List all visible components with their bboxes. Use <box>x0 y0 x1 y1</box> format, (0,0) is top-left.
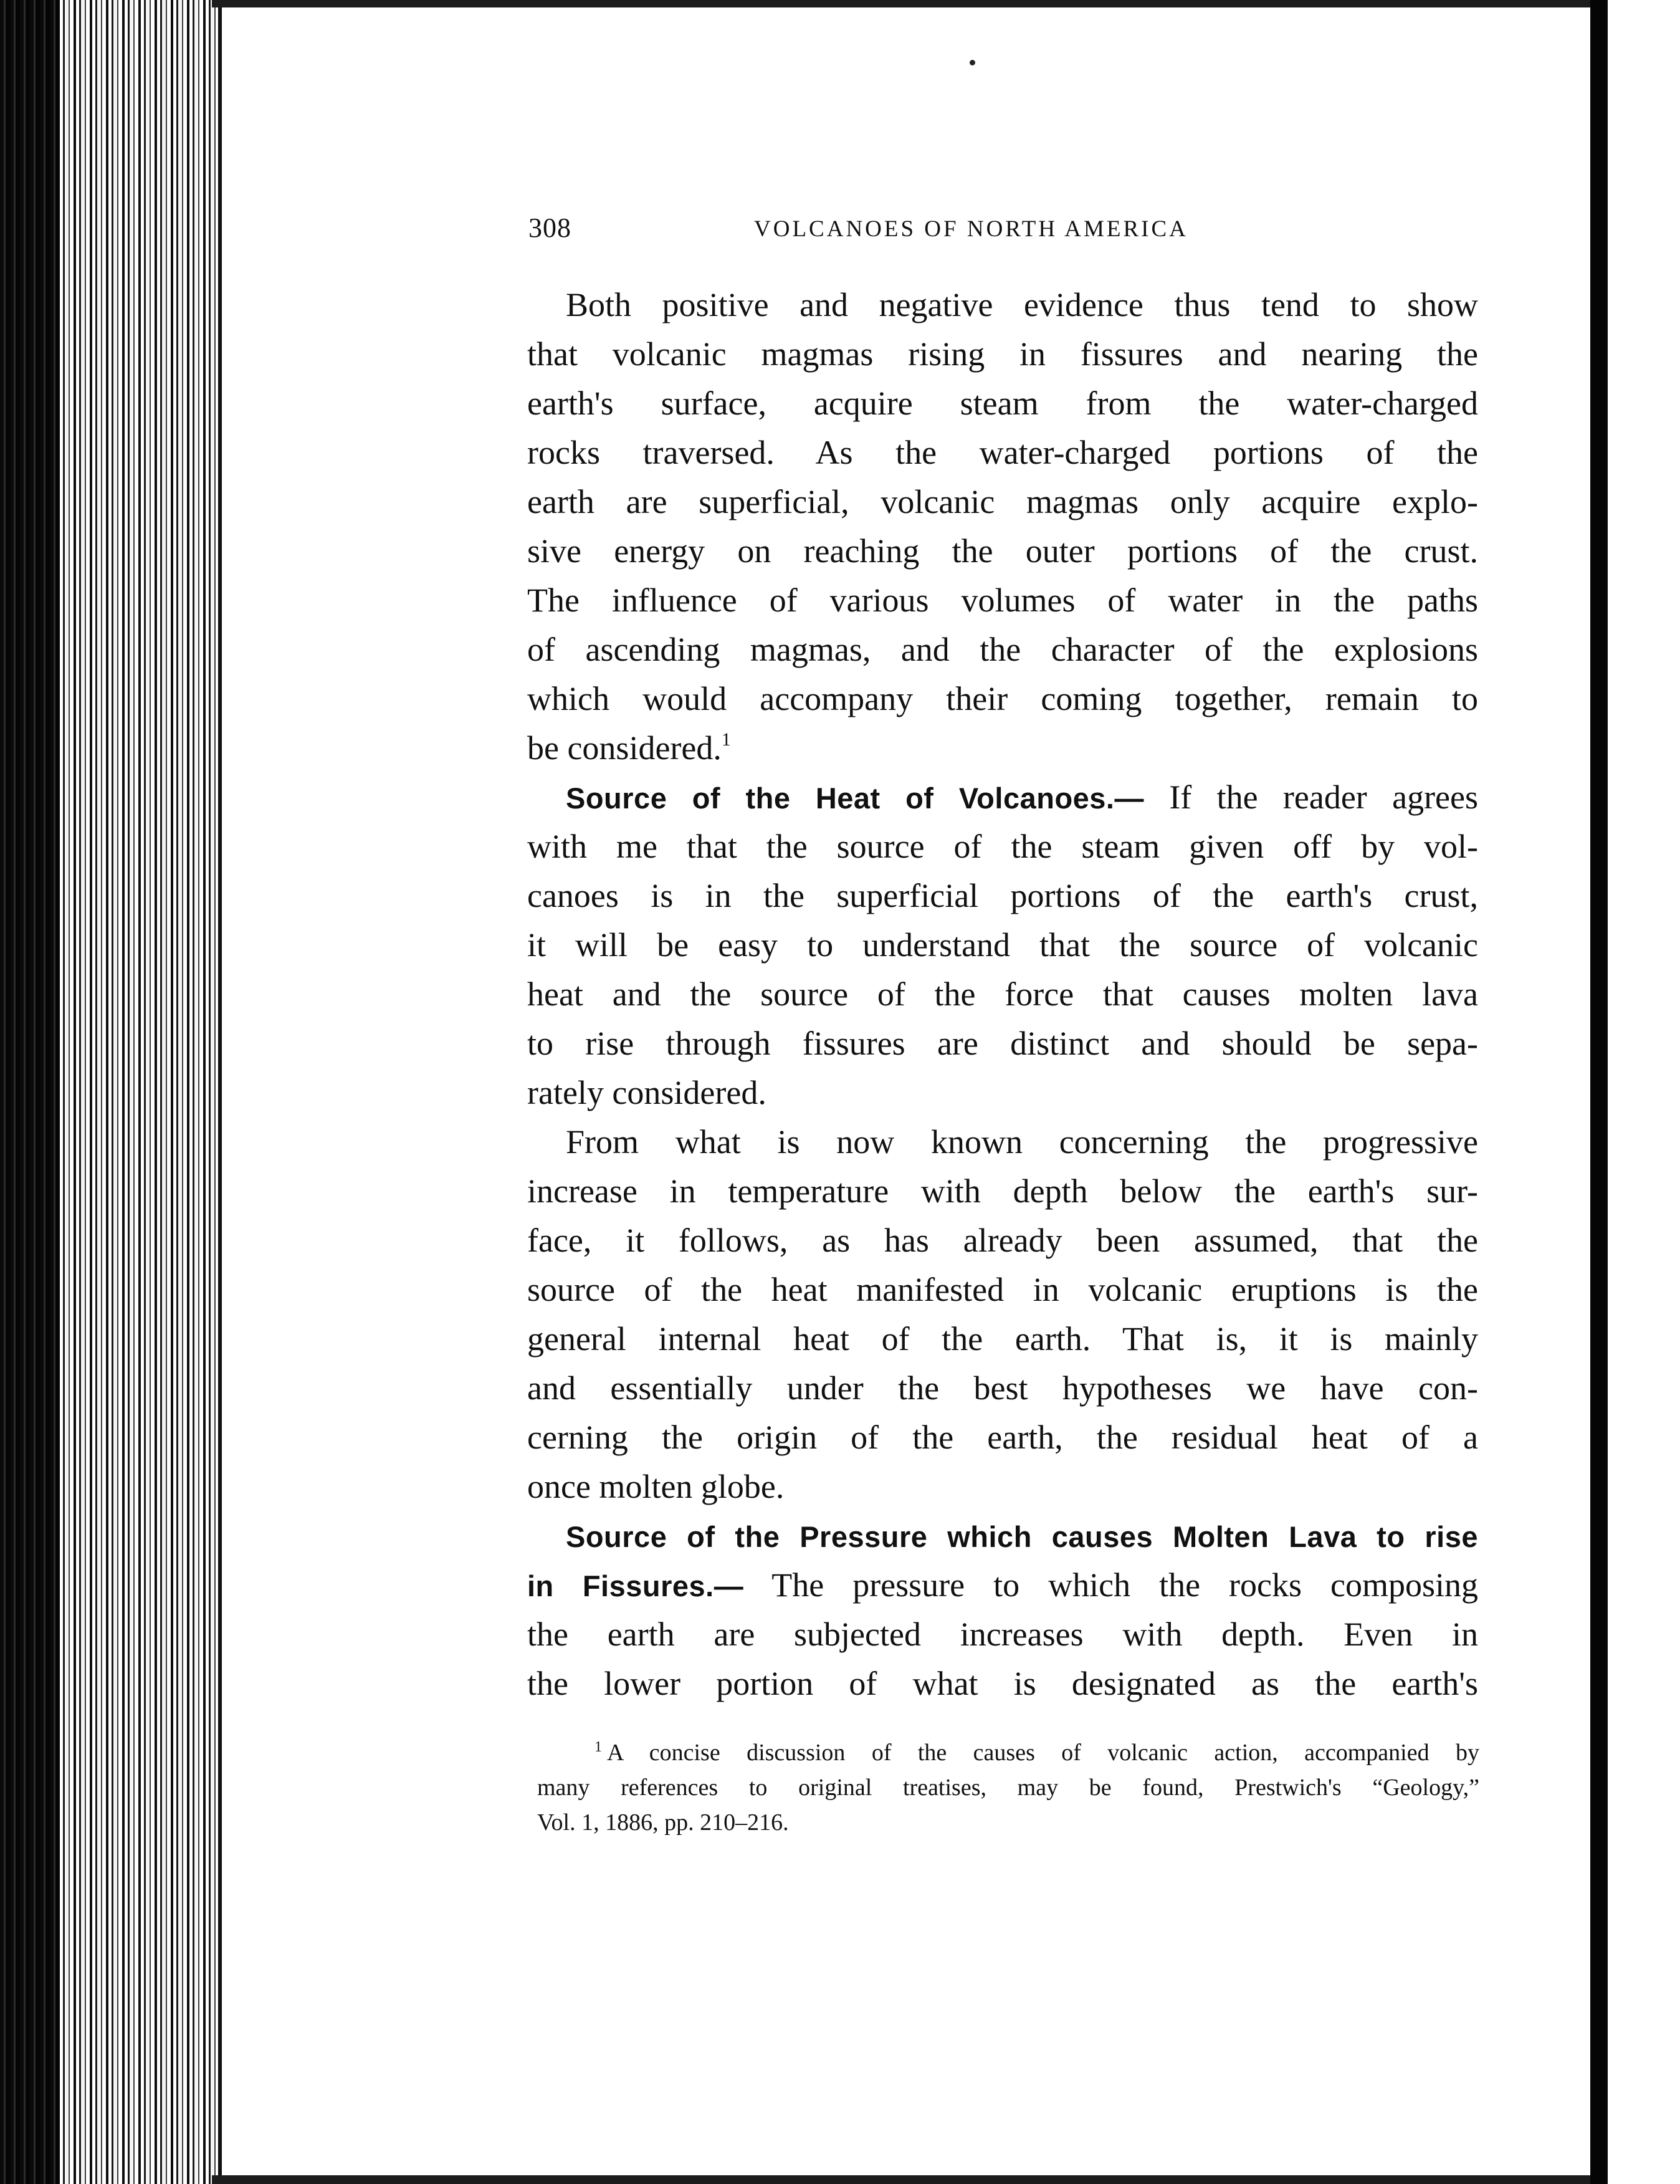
text-line: which would accompany their coming together, remain to <box>527 680 1478 717</box>
text-line: canoes is in the superficial portions of the earth's crust, <box>527 877 1478 914</box>
section-heading-pressure-cont: in Fissures.— <box>527 1569 744 1602</box>
footnote <box>537 1735 1479 1840</box>
page-number: 308 <box>528 213 571 243</box>
right-margin <box>1608 0 1680 2184</box>
text-line: Both positive and negative evidence thus tend to show <box>566 286 1478 323</box>
text-line: increase in temperature with depth below the earth's sur- <box>527 1172 1478 1210</box>
bottom-page-border <box>212 2175 1592 2184</box>
text-line: of ascending magmas, and the character of the explosions <box>527 631 1478 668</box>
running-head <box>528 212 1451 249</box>
page-edges <box>60 0 222 2184</box>
text-line: earth are superficial, volcanic magmas only acquire explo- <box>527 483 1478 520</box>
text-line: the earth are subjected increases with depth. Even in <box>527 1616 1478 1653</box>
section-heading-line <box>527 1511 1478 1561</box>
footnote-text: A concise discussion of the causes of volcanic action, accompanied by <box>607 1740 1479 1766</box>
text-line: the lower portion of what is designated as the earth's <box>527 1665 1478 1702</box>
text-line: general internal heat of the earth. That is, it is mainly <box>527 1320 1478 1358</box>
section-heading-line <box>527 1561 1478 1610</box>
text-line: face, it follows, as has already been assumed, that the <box>527 1222 1478 1259</box>
text-line: it will be easy to understand that the source of volcanic <box>527 926 1478 964</box>
text-line: From what is now known concerning the progressive <box>566 1123 1478 1161</box>
line-text: The pressure to which the rocks composing <box>771 1566 1479 1604</box>
text-line <box>527 724 1478 773</box>
text-line: sive energy on reaching the outer portions of the crust. <box>527 532 1478 570</box>
section-heading-heat: Source of the Heat of Volcanoes.— <box>566 782 1144 815</box>
footnote-mark: 1 <box>594 1739 602 1755</box>
top-page-border <box>212 0 1592 7</box>
running-title: VOLCANOES OF NORTH AMERICA <box>754 216 1188 242</box>
footnote-line <box>537 1735 1479 1770</box>
text-line: source of the heat manifested in volcanic eruptions is the <box>527 1271 1478 1308</box>
text-line: rately considered. <box>527 1074 766 1111</box>
section-heading-line <box>527 773 1478 822</box>
text-line: to rise through fissures are distinct and should be sepa- <box>527 1025 1478 1062</box>
text-line: once molten globe. <box>527 1468 785 1505</box>
text-line: that volcanic magmas rising in fissures and nearing the <box>527 335 1478 373</box>
text-line: and essentially under the best hypotheses we have con- <box>527 1369 1478 1407</box>
text-line: with me that the source of the steam given off by vol- <box>527 828 1478 865</box>
book-spine <box>0 0 60 2184</box>
right-page-border <box>1590 0 1608 2184</box>
text-line: rocks traversed. As the water-charged portions of the <box>527 434 1478 471</box>
line-text: be considered. <box>527 729 722 767</box>
text-line: heat and the source of the force that causes molten lava <box>527 975 1478 1013</box>
section-heading-pressure: Source of the Pressure which causes Molten Lava to rise <box>566 1520 1478 1553</box>
line-text: If the reader agrees <box>1169 778 1478 816</box>
body-text <box>527 280 1478 1708</box>
text-line: cerning the origin of the earth, the residual heat of a <box>527 1419 1478 1456</box>
text-line: earth's surface, acquire steam from the water-charged <box>527 385 1478 422</box>
footnote-line: many references to original treatises, may be found, Prestwich's “Geology,” <box>537 1775 1479 1801</box>
footnote-reference: 1 <box>721 729 731 750</box>
footnote-line: Vol. 1, 1886, pp. 210–216. <box>537 1809 789 1836</box>
text-line: The influence of various volumes of water in the paths <box>527 582 1478 619</box>
scan-speck <box>970 60 975 65</box>
